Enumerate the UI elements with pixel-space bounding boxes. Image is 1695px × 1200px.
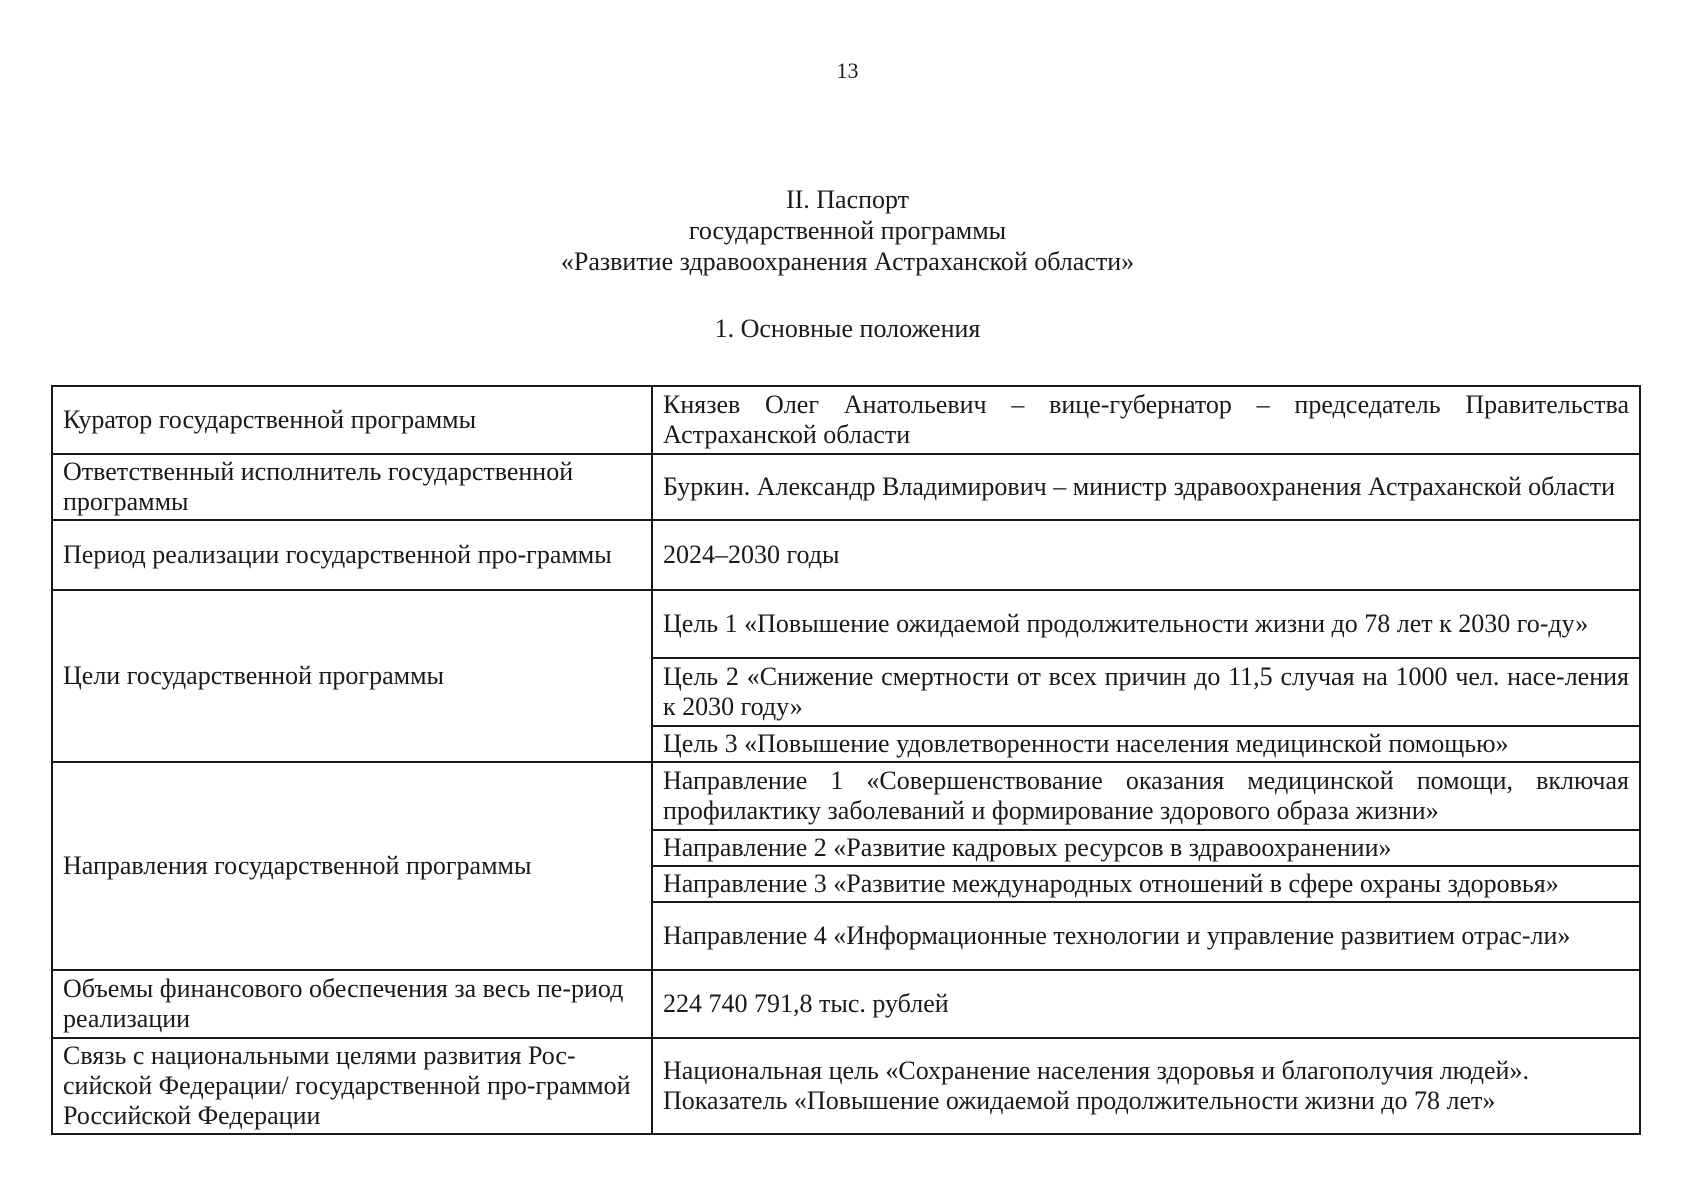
document-heading <box>0 184 1695 277</box>
period-label: Период реализации государственной про-граммы <box>52 520 652 590</box>
goal-1: Цель 1 «Повышение ожидаемой продолжительности жизни до 78 лет к 2030 го-ду» <box>652 590 1640 658</box>
directions-label: Направления государственной программы <box>52 762 652 970</box>
executor-label: Ответственный исполнитель государственной программы <box>52 454 652 520</box>
page-number: 13 <box>836 58 859 83</box>
financing-label: Объемы финансового обеспечения за весь пе-риод реализации <box>52 970 652 1038</box>
table-row-curator <box>52 386 1640 454</box>
direction-4: Направление 4 «Информационные технологии и управление развитием отрас-ли» <box>652 902 1640 970</box>
curator-label: Куратор государственной программы <box>52 386 652 454</box>
national-goal-line: Национальная цель «Сохранение населения здоровья и благополучия людей». <box>663 1056 1529 1085</box>
heading-line-3: «Развитие здравоохранения Астраханской области» <box>560 247 1135 276</box>
table-row-national-goals <box>52 1038 1640 1134</box>
table-row-direction-1 <box>52 762 1640 830</box>
table-row-goal-1 <box>52 590 1640 658</box>
national-goals-label: Связь с национальными целями развития Рос-сийской Федерации/ государственной про-граммой Российской Федерации <box>52 1038 652 1134</box>
curator-value: Князев Олег Анатольевич – вице-губернатор – председатель Правительства Астраханской области <box>652 386 1640 454</box>
direction-3: Направление 3 «Развитие международных отношений в сфере охраны здоровья» <box>652 866 1640 902</box>
heading-line-1: II. Паспорт <box>785 185 910 214</box>
period-value: 2024–2030 годы <box>652 520 1640 590</box>
goal-3: Цель 3 «Повышение удовлетворенности населения медицинской помощью» <box>652 726 1640 762</box>
direction-1: Направление 1 «Совершенствование оказания медицинской помощи, включая профилактику заболеваний и формирование здорового образа жизни» <box>652 762 1640 830</box>
executor-value: Буркин. Александр Владимирович – министр здравоохранения Астраханской области <box>652 454 1640 520</box>
goals-label: Цели государственной программы <box>52 590 652 762</box>
passport-table <box>51 385 1641 1135</box>
table-row-financing <box>52 970 1640 1038</box>
national-goals-value <box>652 1038 1640 1134</box>
table-row-period <box>52 520 1640 590</box>
indicator-line: Показатель «Повышение ожидаемой продолжительности жизни до 78 лет» <box>663 1086 1496 1115</box>
table-row-executor <box>52 454 1640 520</box>
section-title: 1. Основные положения <box>714 314 981 343</box>
financing-value: 224 740 791,8 тыс. рублей <box>652 970 1640 1038</box>
heading-line-2: государственной программы <box>688 216 1007 245</box>
goal-2: Цель 2 «Снижение смертности от всех причин до 11,5 случая на 1000 чел. насе-ления к 2030 году» <box>652 658 1640 726</box>
direction-2: Направление 2 «Развитие кадровых ресурсов в здравоохранении» <box>652 830 1640 866</box>
